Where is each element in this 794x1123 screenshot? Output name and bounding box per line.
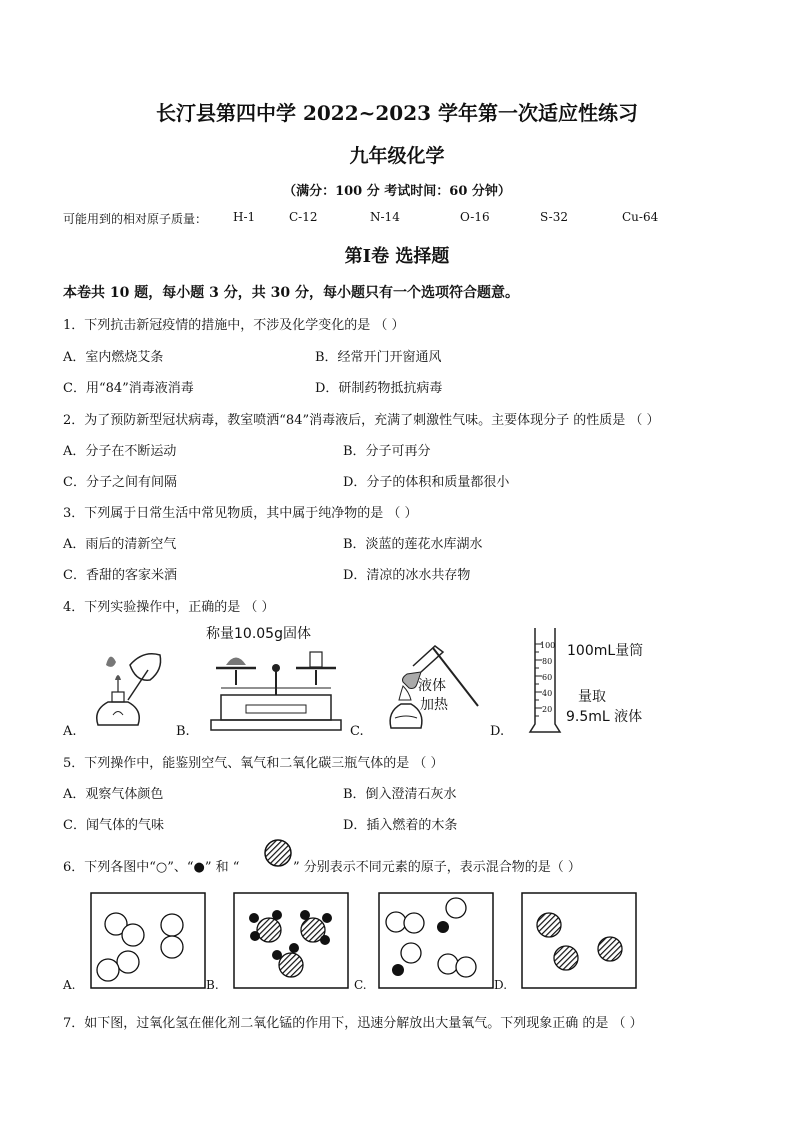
question-stem: 7．如下图，过氧化氢在催化剂二氧化锰的作用下，迅速分解放出大量氧气。下列现象正确 的是 （ ） xyxy=(63,1016,643,1031)
option-c: C．香甜的客家米酒 xyxy=(63,568,177,583)
option-d: D. xyxy=(494,978,508,992)
option-b: B．经常开门开窗通风 xyxy=(315,350,442,365)
figure-6a-box xyxy=(90,892,206,989)
question-stem: 5．下列操作中，能鉴别空气、氧气和二氧化碳三瓶气体的是 （ ） xyxy=(63,756,444,771)
option-a: A．分子在不断运动 xyxy=(63,444,177,459)
figure-c-label-liquid: 液体 xyxy=(418,678,446,694)
option-a: A．室内燃烧艾条 xyxy=(63,350,164,365)
option-d: D．分子的体积和质量都很小 xyxy=(343,475,510,490)
figure-b-caption: 称量10.05g固体 xyxy=(206,626,311,642)
figure-6b-box xyxy=(233,892,349,989)
figure-6c-box xyxy=(378,892,494,989)
tick-label: 20 xyxy=(542,705,553,714)
option-b: B. xyxy=(176,724,190,739)
figure-b-balance xyxy=(206,640,346,732)
option-a: A. xyxy=(63,978,76,992)
option-c: C. xyxy=(354,978,367,992)
option-c: C．闻气体的气味 xyxy=(63,818,164,833)
exam-title: 长汀县第四中学 2022~2023 学年第一次适应性练习 xyxy=(155,101,638,125)
option-b: B．倒入澄清石灰水 xyxy=(343,787,457,802)
tick-label: 80 xyxy=(542,657,553,666)
atomic-mass-item: O-16 xyxy=(460,210,490,224)
option-d: D．清凉的冰水共存物 xyxy=(343,568,471,583)
atomic-mass-item: Cu-64 xyxy=(622,210,659,224)
tick-label: 100 xyxy=(540,641,556,650)
tick-label: 60 xyxy=(542,673,553,682)
atomic-mass-item: C-12 xyxy=(289,210,318,224)
figure-c-label-heating: 加热 xyxy=(420,697,448,713)
option-c: C．分子之间有间隔 xyxy=(63,475,177,490)
question-stem: 3．下列属于日常生活中常见物质，其中属于纯净物的是 （ ） xyxy=(63,506,418,521)
option-a: A．观察气体颜色 xyxy=(63,787,164,802)
option-b: B．淡蓝的莲花水库湖水 xyxy=(343,537,483,552)
figure-d-label-measure: 量取 xyxy=(578,689,606,705)
option-b: B．分子可再分 xyxy=(343,444,431,459)
question-stem: 6．下列各图中“○”、“●” 和 “ xyxy=(63,860,240,875)
question-stem: 1．下列抗击新冠疫情的措施中，不涉及化学变化的是 （ ） xyxy=(63,318,405,333)
option-c: C. xyxy=(350,724,364,739)
option-a: A. xyxy=(63,724,77,739)
atomic-mass-item: H-1 xyxy=(233,210,256,224)
atomic-mass-item: N-14 xyxy=(370,210,400,224)
figure-d-label-volume: 9.5mL 液体 xyxy=(566,709,643,725)
question-stem: 4．下列实验操作中，正确的是 （ ） xyxy=(63,600,275,615)
option-b: B. xyxy=(206,978,219,992)
figure-6d-box xyxy=(521,892,637,989)
option-c: C．用“84”消毒液消毒 xyxy=(63,381,194,396)
question-stem-cont: ” 分别表示不同元素的原子，表示混合物的是（ ） xyxy=(293,860,581,875)
figure-d-label-cylinder: 100mL量筒 xyxy=(567,643,644,659)
subject-title: 九年级化学 xyxy=(349,145,445,167)
atomic-mass-item: S-32 xyxy=(540,210,568,224)
figure-a-alcohol-lamp-lighting xyxy=(88,640,168,732)
question-stem: 2．为了预防新型冠状病毒，教室喷洒“84”消毒液后，充满了刺激性气味。主要体现分子 的性质是 （ ） xyxy=(63,413,660,428)
hatched-atom-icon xyxy=(262,837,294,869)
tick-label: 40 xyxy=(542,689,553,698)
option-d: D．研制药物抵抗病毒 xyxy=(315,381,443,396)
section-title: 第Ⅰ卷 选择题 xyxy=(344,246,450,267)
option-d: D. xyxy=(490,724,505,739)
exam-info: （满分：100 分 考试时间：60 分钟） xyxy=(283,184,511,199)
option-d: D．插入燃着的木条 xyxy=(343,818,458,833)
section-instruction: 本卷共 10 题，每小题 3 分，共 30 分，每小题只有一个选项符合题意。 xyxy=(63,285,519,301)
atomic-masses-label: 可能用到的相对原子质量： xyxy=(63,212,208,226)
option-a: A．雨后的清新空气 xyxy=(63,537,177,552)
